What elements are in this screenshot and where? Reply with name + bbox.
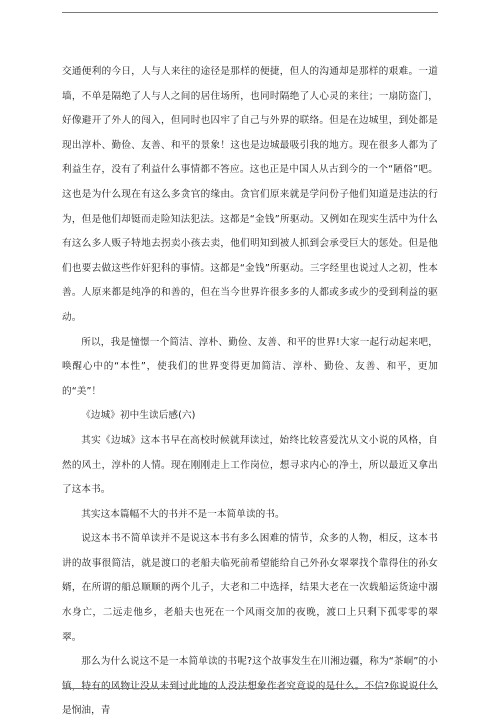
- top-rule: [62, 12, 438, 13]
- paragraph: 其实《边城》这本书早在高校时候就拜读过，始终比较喜爱沈从文小说的风格，自然的风土，淳朴的人情。现在刚刚走上工作岗位，想寻求内心的净土，所以最近又拿出了这本书。: [62, 434, 438, 496]
- bottom-rule: [62, 688, 438, 689]
- document-body: [62, 60, 438, 724]
- paragraph: 说这本书不简单读并不是说这本书有多么困难的情节，众多的人物，相反，这本书讲的故事很简洁，就是渡口的老船夫临死前希望能给自己外孙女翠翠找个靠得住的孙女婿，在所谓的船总顺顺的两个儿子，大老和二中选择，结果大老在一次载船运货途中溺水身亡，二远走他乡，老船夫也死在一个风雨交加的夜晚，渡口上只剩下孤零零的翠翠。: [62, 533, 438, 643]
- paragraph: 其实这本篇幅不大的书并不是一本简单读的书。: [81, 508, 285, 520]
- paragraph: 那么为什么说这不是一本简单读的书呢?这个故事发生在川湘边疆，称为“茶峒”的小镇，特有的风物让没从未到过此地的人没法想象作者究竟说的是什么。不信?你说说什么是悯油，青: [62, 656, 438, 717]
- paragraph: 所以，我是憧憬一个简洁、淳朴、勤俭、友善、和平的世界!大家一起行动起来吧，唤醒心中的“本性”，使我们的世界变得更加简洁、淳朴、勤俭、友善、和平，更加的“美”！: [62, 336, 438, 397]
- section-heading: 《边城》初中生读后感(六): [81, 410, 196, 422]
- paragraph: 交通便利的今日，人与人来往的途径是那样的便捷，但人的沟通却是那样的艰难。一道墙，不单是隔绝了人与人之间的居住场所，也同时隔绝了人心灵的来往；一扇防盗门，好像避开了外人的闯入，但同时也囚牢了自己与外界的联络。但是在边城里，到处都是现出淳朴、勤俭、友善、和平的景象！这也是边城最吸引我的地方。现在很多人都为了利益生存，没有了利益什么事情都不答应。这也正是中国人从古到今的一个“陋俗”吧。这也是为什么现在有这么多贪官的缘由。贪官们原来就是学问份子他们知道是违法的行为，但是他们却铤而走险知法犯法。这都是“金钱”所驱动。又例如在现实生活中为什么有这么多人贩子特地去拐卖小孩去卖，他们明知到被人抓到会承受巨大的惩处。但是他们也要去做这些作奸犯科的事情。这都是“金钱”所驱动。三字经里也说过人之初，性本善。人原来都是纯净的和善的，但在当今世界许很多多的人都或多或少的受到利益的驱动。: [62, 66, 438, 323]
